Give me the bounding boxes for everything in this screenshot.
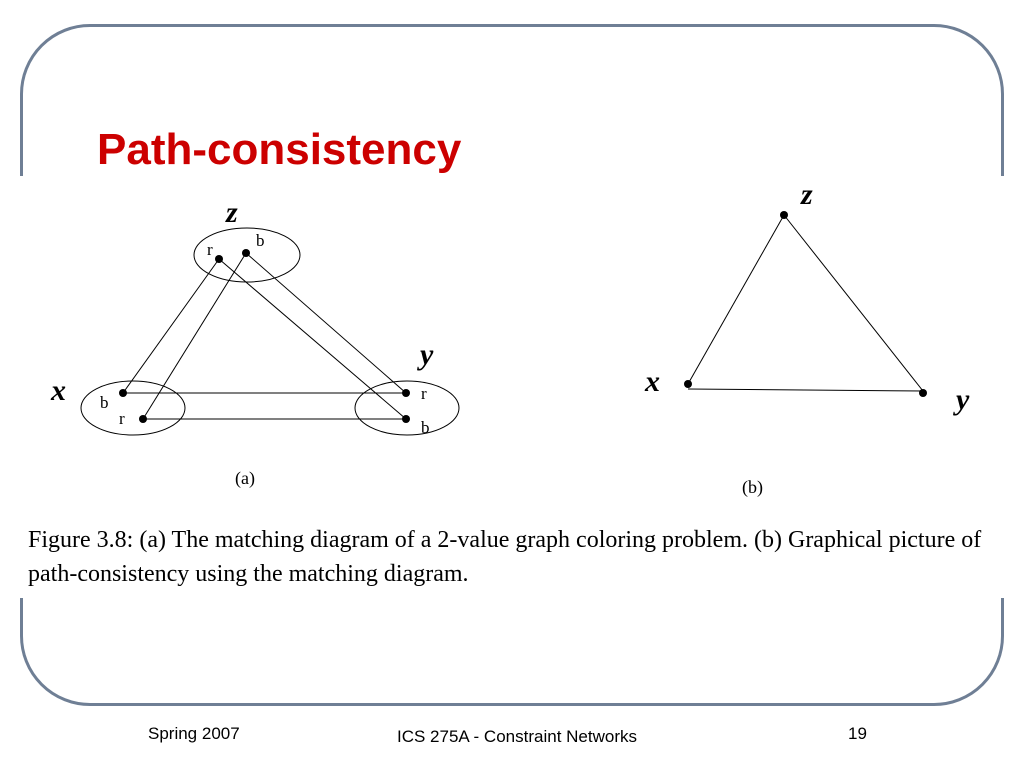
y-b-dot [402, 415, 410, 423]
x-domain-ellipse [81, 381, 185, 435]
footer-course: ICS 275A - Constraint Networks [397, 727, 637, 746]
edge-zr-xb [123, 259, 219, 393]
edge-zb-yr [246, 253, 406, 393]
y-r-dot [402, 389, 410, 397]
edge-z-x [688, 215, 784, 384]
constraint-graph [644, 178, 970, 498]
edge-zr-yb [219, 259, 406, 419]
x-r-dot [139, 415, 147, 423]
y-r-label: r [421, 384, 427, 403]
x-node [684, 380, 692, 388]
matching-diagram [50, 196, 459, 489]
edge-z-y [784, 215, 923, 391]
y-b-label: b [421, 418, 430, 437]
z-b-label: b [256, 231, 265, 250]
z-node [780, 211, 788, 219]
z-node-label: z [801, 178, 813, 211]
x-node-label: x [645, 365, 660, 398]
slide-title: Path-consistency [97, 125, 462, 174]
edge-zb-xr [143, 253, 246, 419]
x-r-label: r [119, 409, 125, 428]
y-node [919, 389, 927, 397]
x-b-dot [119, 389, 127, 397]
footer-page-number: 19 [848, 724, 867, 743]
z-r-dot [215, 255, 223, 263]
subfigure-a-label: (a) [235, 468, 255, 488]
y-variable-label: y [420, 338, 434, 371]
z-r-label: r [207, 240, 213, 259]
figure-caption: Figure 3.8: (a) The matching diagram of a 2-value graph coloring problem. (b) Graphical picture of path-consistency using the matching diagram. [28, 527, 982, 587]
footer-date: Spring 2007 [148, 724, 240, 743]
subfigure-b-label: (b) [742, 477, 763, 497]
edge-x-y [688, 389, 923, 391]
x-b-label: b [100, 393, 109, 412]
x-variable-label: x [51, 374, 66, 407]
z-variable-label: z [226, 196, 238, 229]
y-node-label: y [956, 383, 970, 416]
z-b-dot [242, 249, 250, 257]
